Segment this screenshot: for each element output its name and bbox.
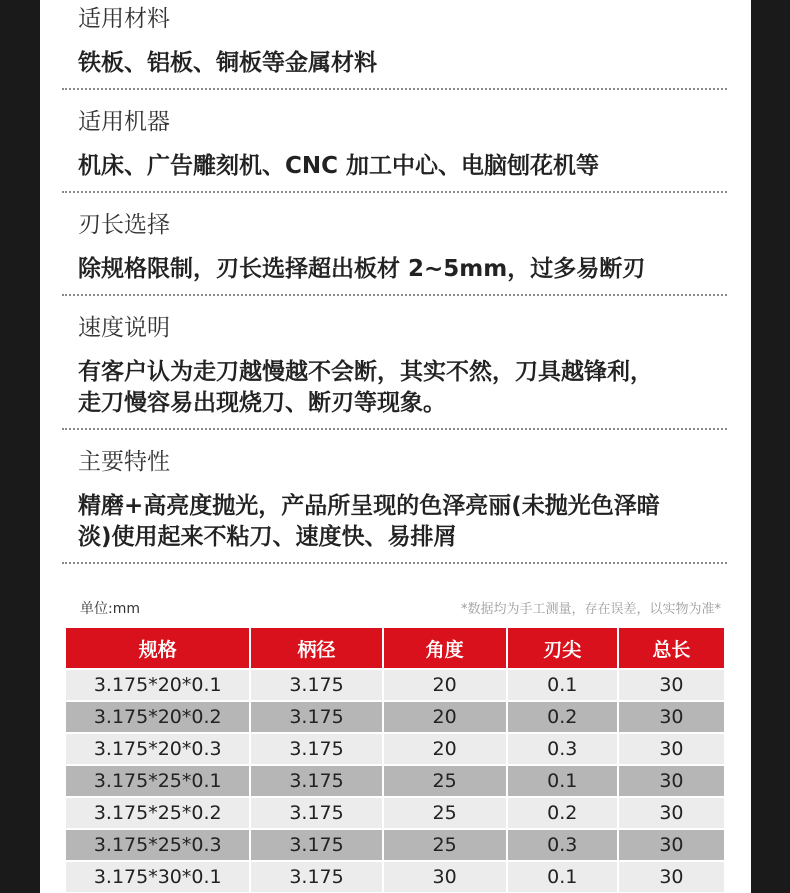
cell: 30 [619, 862, 724, 892]
cell: 3.175 [251, 862, 381, 892]
cell: 3.175 [251, 702, 381, 732]
cell: 3.175*30*0.1 [66, 862, 249, 892]
cell: 25 [384, 766, 506, 796]
table-row [66, 862, 724, 892]
cell: 3.175*25*0.2 [66, 798, 249, 828]
divider [62, 294, 727, 296]
table-row [66, 766, 724, 796]
cell: 20 [384, 702, 506, 732]
cell: 30 [619, 702, 724, 732]
table-row [66, 798, 724, 828]
cell: 30 [619, 830, 724, 860]
section-materials [78, 4, 728, 79]
header-shank: 柄径 [251, 628, 381, 668]
cell: 3.175*25*0.1 [66, 766, 249, 796]
section-label: 刃长选择 [78, 212, 170, 238]
divider [62, 88, 727, 90]
section-value [78, 491, 728, 553]
cell: 30 [384, 862, 506, 892]
measurement-note: *数据均为手工测量，存在误差，以实物为准* [460, 602, 721, 617]
divider [62, 191, 727, 193]
section-machines [78, 107, 728, 182]
section-value-line: 精磨+高亮度抛光，产品所呈现的色泽亮丽(未抛光色泽暗 [78, 493, 660, 519]
header-tip: 刃尖 [508, 628, 617, 668]
section-features [78, 447, 728, 553]
cell: 0.1 [508, 862, 617, 892]
table-header-row [66, 628, 724, 668]
header-spec: 规格 [66, 628, 249, 668]
cell: 25 [384, 798, 506, 828]
section-speed [78, 313, 728, 419]
section-label: 适用材料 [78, 6, 170, 32]
table-row [66, 702, 724, 732]
section-value-line: 有客户认为走刀越慢越不会断，其实不然，刀具越锋利， [78, 359, 653, 385]
cell: 3.175 [251, 734, 381, 764]
unit-label: 单位:mm [80, 601, 140, 617]
spec-table [64, 626, 726, 893]
product-spec-sheet [40, 0, 751, 893]
section-label: 速度说明 [78, 315, 170, 341]
cell: 0.2 [508, 798, 617, 828]
cell: 0.1 [508, 670, 617, 700]
cell: 25 [384, 830, 506, 860]
divider [62, 428, 727, 430]
cell: 0.3 [508, 830, 617, 860]
cell: 20 [384, 734, 506, 764]
cell: 3.175*20*0.2 [66, 702, 249, 732]
cell: 20 [384, 670, 506, 700]
table-row [66, 734, 724, 764]
divider [62, 562, 727, 564]
cell: 3.175 [251, 670, 381, 700]
section-label: 适用机器 [78, 109, 170, 135]
table-row [66, 670, 724, 700]
section-blade-length [78, 210, 728, 285]
cell: 0.2 [508, 702, 617, 732]
section-value: 铁板、铝板、铜板等金属材料 [78, 50, 377, 76]
section-value: 除规格限制，刃长选择超出板材 2~5mm，过多易断刃 [78, 256, 646, 282]
cell: 30 [619, 670, 724, 700]
table-row [66, 830, 724, 860]
header-length: 总长 [619, 628, 724, 668]
cell: 30 [619, 766, 724, 796]
cell: 0.3 [508, 734, 617, 764]
cell: 3.175 [251, 830, 381, 860]
header-angle: 角度 [384, 628, 506, 668]
cell: 0.1 [508, 766, 617, 796]
cell: 30 [619, 734, 724, 764]
cell: 30 [619, 798, 724, 828]
section-value-line: 淡)使用起来不粘刀、速度快、易排屑 [78, 524, 457, 550]
cell: 3.175 [251, 798, 381, 828]
cell: 3.175*20*0.1 [66, 670, 249, 700]
section-value: 机床、广告雕刻机、CNC 加工中心、电脑刨花机等 [78, 153, 600, 179]
section-label: 主要特性 [78, 449, 170, 475]
section-value [78, 357, 728, 419]
cell: 3.175*25*0.3 [66, 830, 249, 860]
section-value-line: 走刀慢容易出现烧刀、断刃等现象。 [78, 390, 446, 416]
cell: 3.175*20*0.3 [66, 734, 249, 764]
cell: 3.175 [251, 766, 381, 796]
